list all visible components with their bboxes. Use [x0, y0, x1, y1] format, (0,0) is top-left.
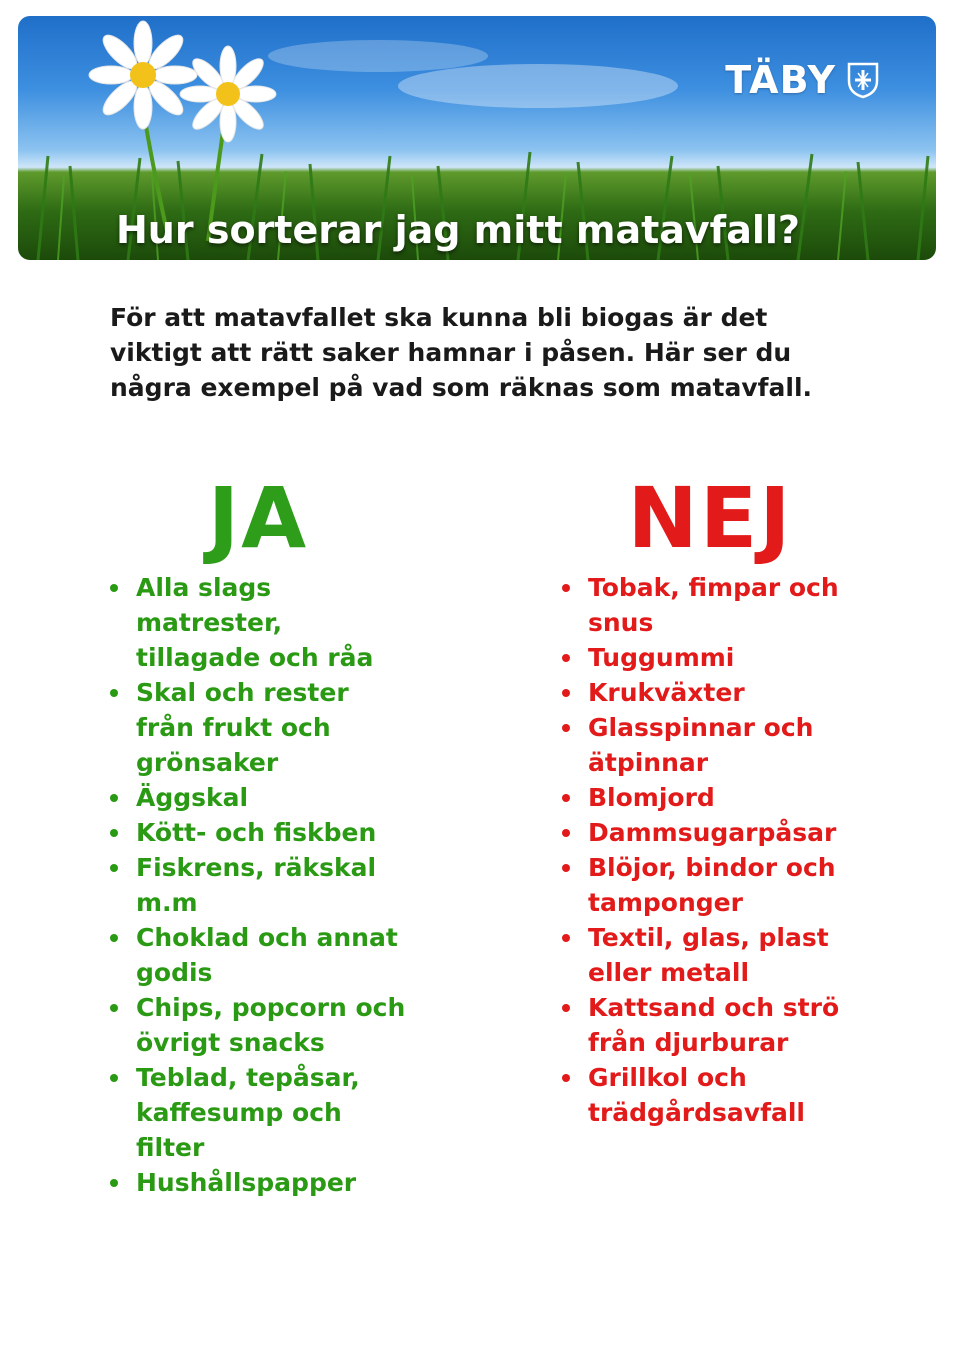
bullet-icon — [562, 1074, 570, 1082]
bullet-icon — [562, 724, 570, 732]
bullet-icon — [562, 584, 570, 592]
intro-paragraph: För att matavfallet ska kunna bli biogas är det viktigt att rätt saker hamnar i påsen. Här ser du några exempel på vad som räknas som matavfall. — [110, 303, 813, 402]
bullet-icon — [110, 584, 118, 592]
bullet-icon — [562, 934, 570, 942]
list-item: Kattsand och strö från djurburar — [560, 990, 860, 1060]
list-item: Dammsugarpåsar — [560, 815, 860, 850]
list-item: Glasspinnar och ätpinnar — [560, 710, 860, 780]
list-item: Choklad och annat godis — [108, 920, 408, 990]
bullet-icon — [562, 654, 570, 662]
bullet-icon — [110, 794, 118, 802]
bullet-icon — [562, 689, 570, 697]
taby-shield-cross-icon — [846, 61, 880, 99]
ja-list — [108, 570, 408, 1200]
list-item: Teblad, tepåsar, kaffesump och filter — [108, 1060, 408, 1165]
taby-logo — [725, 58, 880, 102]
page-title: Hur sorterar jag mitt matavfall? — [116, 208, 800, 252]
nej-column — [560, 470, 860, 1130]
bullet-icon — [562, 1004, 570, 1012]
list-item: Krukväxter — [560, 675, 860, 710]
list-item: Blöjor, bindor och tamponger — [560, 850, 860, 920]
list-item: Grillkol och trädgårdsavfall — [560, 1060, 860, 1130]
list-item: Blomjord — [560, 780, 860, 815]
list-item: Hushållspapper — [108, 1165, 408, 1200]
ja-heading: JA — [207, 469, 309, 567]
bullet-icon — [562, 829, 570, 837]
bullet-icon — [110, 1004, 118, 1012]
list-item: Tuggummi — [560, 640, 860, 675]
bullet-icon — [110, 934, 118, 942]
list-item: Fiskrens, räkskal m.m — [108, 850, 408, 920]
nej-heading: NEJ — [627, 469, 793, 567]
list-item: Chips, popcorn och övrigt snacks — [108, 990, 408, 1060]
header-banner — [18, 16, 936, 260]
list-item: Äggskal — [108, 780, 408, 815]
list-item: Textil, glas, plast eller metall — [560, 920, 860, 990]
list-item: Alla slags matrester, tillagade och råa — [108, 570, 408, 675]
bullet-icon — [110, 829, 118, 837]
bullet-icon — [562, 794, 570, 802]
daisy-flower-icon — [178, 44, 278, 144]
list-item: Tobak, fimpar och snus — [560, 570, 860, 640]
list-item: Skal och rester från frukt och grönsaker — [108, 675, 408, 780]
list-item: Kött- och fiskben — [108, 815, 408, 850]
bullet-icon — [110, 689, 118, 697]
bullet-icon — [110, 864, 118, 872]
bullet-icon — [110, 1074, 118, 1082]
nej-list — [560, 570, 860, 1130]
bullet-icon — [110, 1179, 118, 1187]
ja-column — [108, 470, 408, 1200]
bullet-icon — [562, 864, 570, 872]
logo-text: TÄBY — [725, 58, 836, 102]
